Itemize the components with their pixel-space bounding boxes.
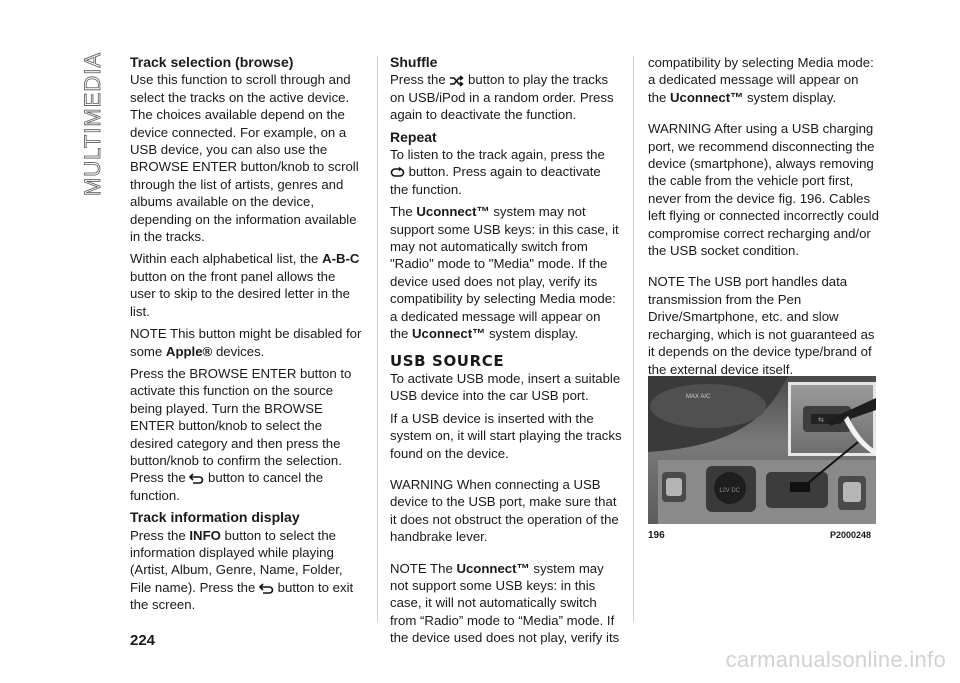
paragraph: compatibility by selecting Media mode: a dedicated message will appear on the Uconnect™ system display. (648, 55, 874, 105)
12v-label: 12V DC (719, 488, 741, 494)
paragraph: Press the INFO button to select the information displayed while playing (Artist, Album, Genre, Name, Folder, File name). Press the button to exit the screen. (130, 527, 354, 613)
heading-repeat: Repeat (390, 128, 437, 145)
back-arrow-icon (189, 473, 204, 484)
abc-button-label: A-B-C (322, 251, 360, 267)
paragraph: The Uconnect™ system may not support some USB keys: in this case, it may not automatically switch from "Radio" mode to "Media" mode. If the device used does not play, verify its compatibility by selecting Media mode: a dedicated message will appear on the Uconnect™ system display. (390, 204, 619, 342)
page-number: 224 (130, 632, 156, 649)
apple-brand: Apple® (165, 343, 213, 359)
warning: WARNING After using a USB charging port, we recommend disconnecting the device (smartphone), always removing the cable from the vehicle port first, never from the device fig. 196. Cables left flying or connected incorrectly could compromise correct recharging and/or the USB socket condition. (648, 121, 879, 259)
section-tab-label: MULTIMEDIA (80, 52, 105, 197)
uconnect-brand: Uconnect™ (412, 326, 486, 342)
section-tab (80, 52, 106, 197)
paragraph: Use this function to scroll through and select the tracks on the active device. The choices available depend on the device connected. For example, on a USB device, you can also use the BROWSE ENTER button/knob to scroll through the list of artists, genres and albums available on the device, depending on the information available in the tracks. (130, 72, 359, 245)
column-1 (130, 54, 362, 619)
figure-usb-port-photo (648, 376, 876, 524)
paragraph: If a USB device is inserted with the system on, it will start playing the tracks found on the device. (390, 410, 622, 461)
paragraph: To activate USB mode, insert a suitable USB device into the car USB port. (390, 370, 621, 404)
uconnect-brand: Uconnect™ (670, 89, 744, 105)
paragraph: Within each alphabetical list, the A-B-C button on the front panel allows the user to skip to the desired letter in the list. (130, 251, 360, 319)
note: NOTE The Uconnect™ system may not support some USB keys: in this case, it will not automatically switch from “Radio” mode to “Media” mode. If the device used does not play, verify its (390, 560, 620, 646)
back-arrow-icon (259, 583, 274, 594)
ac-label: MAX A/C (686, 394, 711, 400)
warning: WARNING When connecting a USB device to the USB port, make sure that it does not obstruct the operation of the handbrake lever. (390, 476, 619, 545)
svg-text:⇆: ⇆ (818, 416, 824, 424)
heading-track-selection: Track selection (browse) (130, 54, 294, 70)
heading-track-info: Track information display (130, 509, 300, 526)
uconnect-brand: Uconnect™ (456, 560, 530, 576)
uconnect-brand: Uconnect™ (416, 204, 490, 220)
note: NOTE This button might be disabled for some Apple® devices. (130, 326, 362, 359)
paragraph: To listen to the track again, press the button. Press again to deactivate the function. (390, 147, 605, 197)
column-divider (633, 56, 634, 622)
column-2 (390, 54, 622, 652)
note: NOTE The USB port handles data transmission from the Pen Drive/Smartphone, etc. and slow recharging, which is not guaranteed as it depends on the device type/brand of the external device itself. (648, 274, 875, 377)
figure-code: P2000248 (830, 530, 872, 540)
watermark: carmanualsonline.info (725, 647, 946, 672)
shuffle-icon (449, 75, 464, 86)
figure-number: 196 (648, 530, 665, 541)
paragraph: Press the BROWSE ENTER button to activate this function on the source being played. Turn the BROWSE ENTER button/knob to select the desired category and then press the button/knob to confirm the selection. Press the button to cancel the function. (130, 365, 352, 503)
repeat-icon (390, 167, 405, 178)
heading-usb-source: USB SOURCE (390, 351, 505, 370)
paragraph: Press the button to play the tracks on USB/iPod in a random order. Press again to deactivate the function. (390, 72, 614, 123)
info-button-label: INFO (189, 527, 221, 543)
column-divider (377, 56, 378, 622)
column-3 (648, 54, 880, 383)
heading-shuffle: Shuffle (390, 54, 438, 70)
